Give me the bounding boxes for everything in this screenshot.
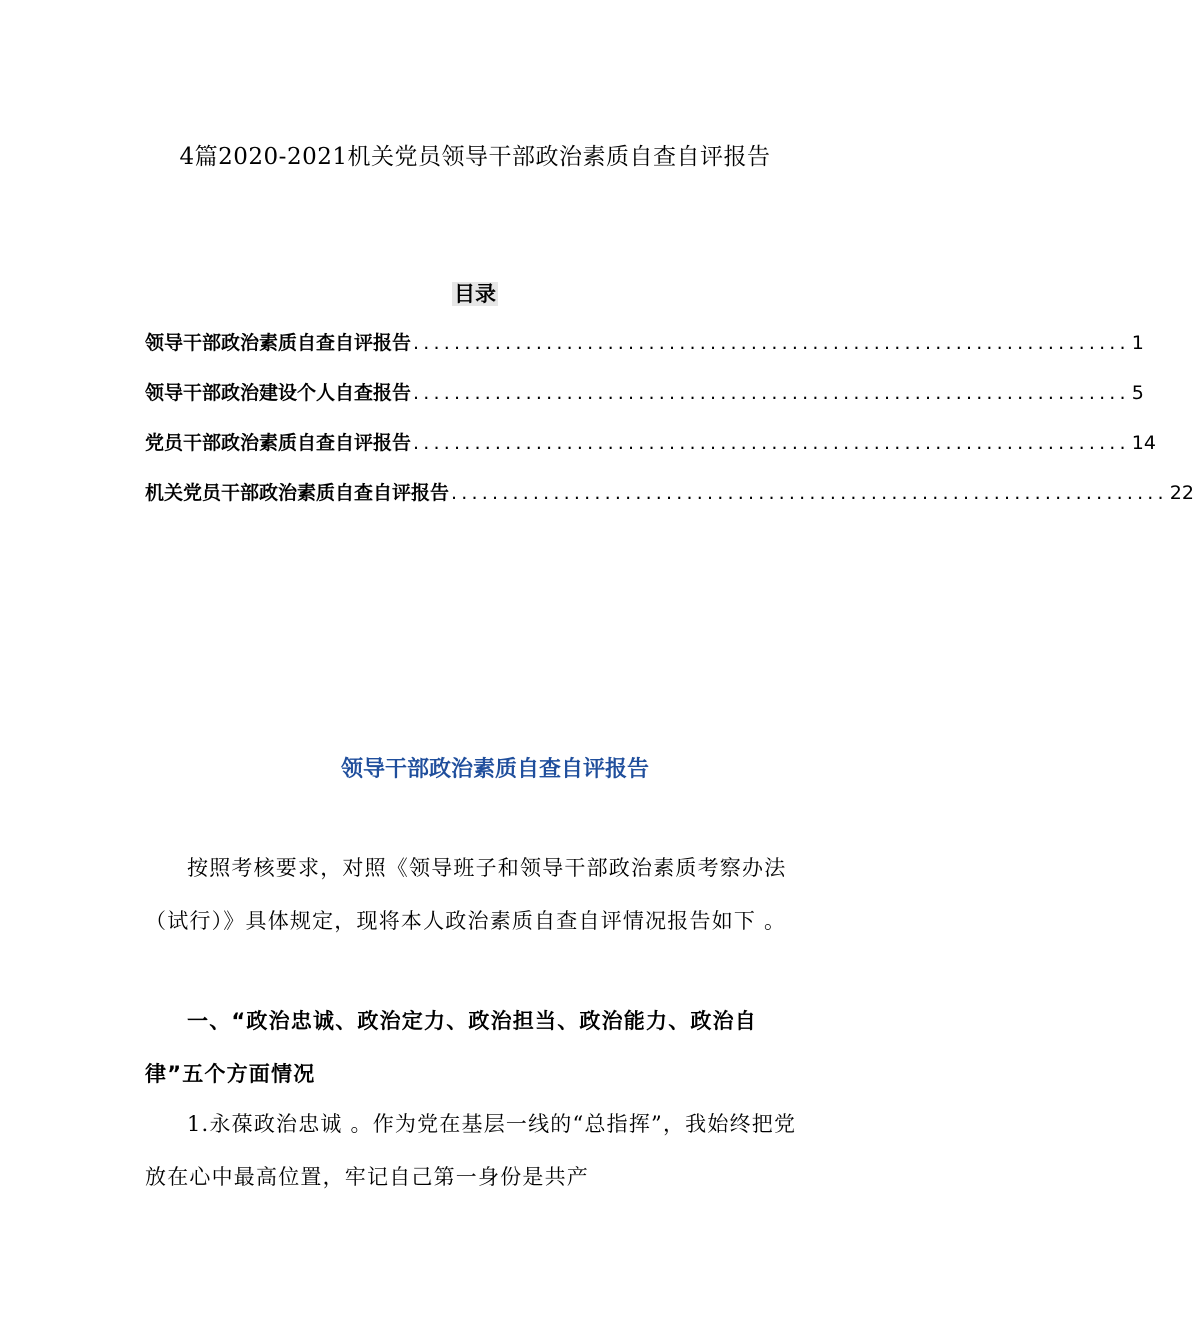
toc-entry-title[interactable]: 领导干部政治素质自查自评报告 xyxy=(145,332,412,354)
table-of-contents xyxy=(145,328,1194,528)
toc-entry-title[interactable]: 机关党员干部政治素质自查自评报告 xyxy=(145,482,450,504)
toc-entry[interactable] xyxy=(145,478,1194,528)
toc-entry-title[interactable]: 党员干部政治素质自查自评报告 xyxy=(145,432,412,454)
section-subheading: 一、“政治忠诚、政治定力、政治担当、政治能力、政治自律”五个方面情况 xyxy=(145,1009,757,1086)
toc-entry-page: 14 xyxy=(1131,432,1156,454)
toc-entry-page: 22 xyxy=(1169,482,1194,504)
section-title: 领导干部政治素质自查自评报告 xyxy=(340,757,649,782)
toc-leader-dots: ...................................................................... xyxy=(413,382,1130,404)
toc-leader-dots: ...................................................................... xyxy=(413,332,1130,354)
body-paragraph: 按照考核要求，对照《领导班子和领导干部政治素质考察办法（试行）》具体规定，现将本人政治素质自查自评情况报告如下 。 xyxy=(145,856,787,933)
document-title: 4篇2020-2021机关党员领导干部政治素质自查自评报告 xyxy=(179,144,771,170)
toc-entry-title[interactable]: 领导干部政治建设个人自查报告 xyxy=(145,382,412,404)
toc-leader-dots: ...................................................................... xyxy=(451,482,1168,504)
toc-heading xyxy=(0,278,950,308)
toc-leader-dots: ...................................................................... xyxy=(413,432,1130,454)
toc-entry-page: 5 xyxy=(1131,382,1144,404)
toc-entry-page: 1 xyxy=(1131,332,1144,354)
toc-entry[interactable] xyxy=(145,328,1144,378)
toc-entry[interactable] xyxy=(145,378,1144,428)
toc-entry[interactable] xyxy=(145,428,1156,478)
toc-heading-label: 目录 xyxy=(454,282,496,306)
body-paragraph: 1.永葆政治忠诚 。作为党在基层一线的“总指挥”，我始终把党放在心中最高位置，牢记自己第一身份是共产 xyxy=(145,1112,797,1189)
